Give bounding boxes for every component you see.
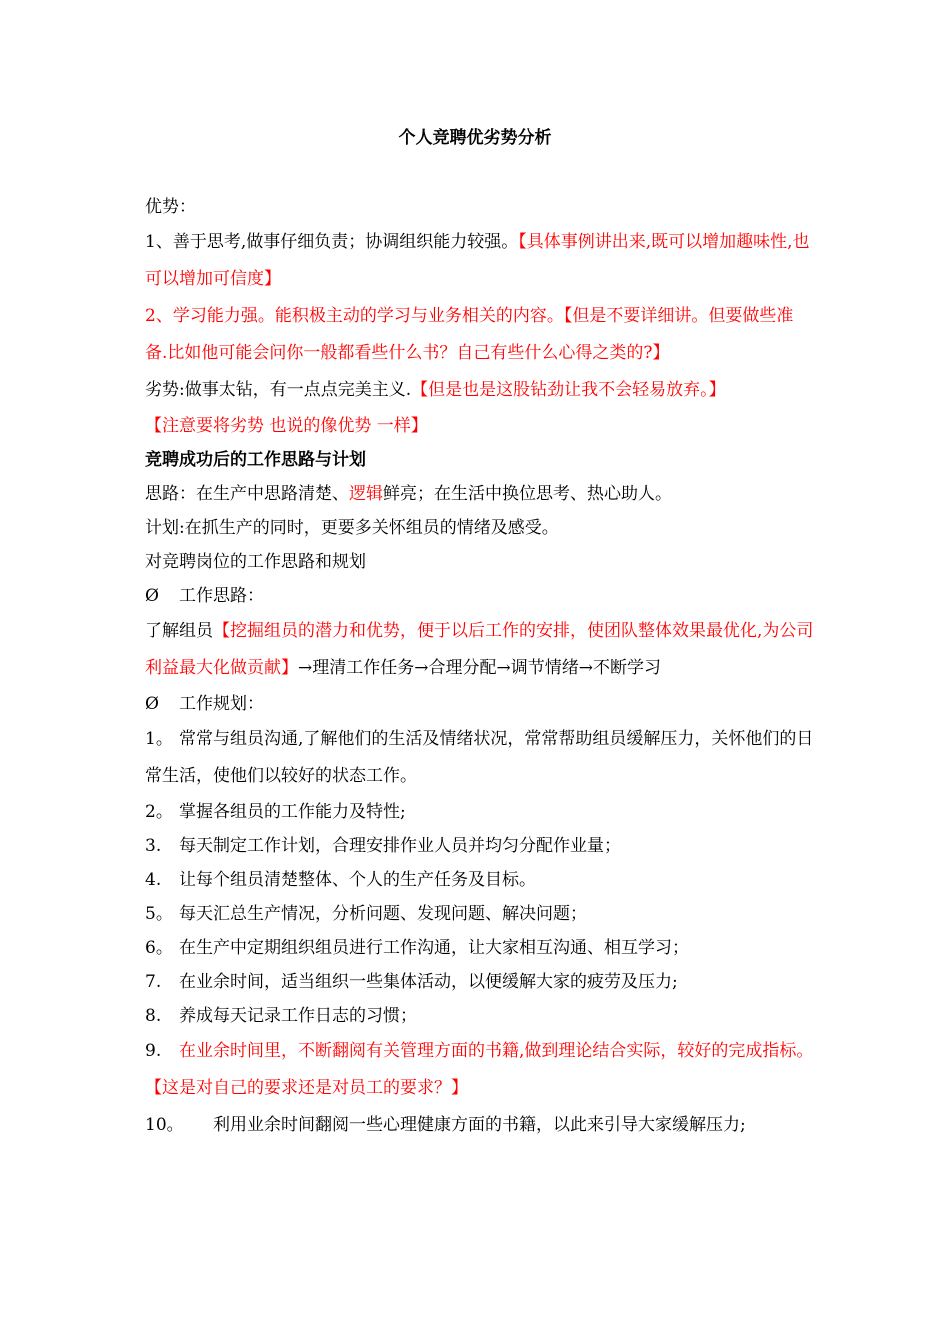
work-plan-line (145, 687, 815, 721)
idea-line-a: 思路：在生产中思路清楚、 (145, 484, 349, 504)
list-item-number: 1。 (145, 729, 173, 749)
understand-members (145, 613, 815, 687)
list-item-number: 10。 (145, 1115, 184, 1135)
list-item-text: 让每个组员清楚整体、个人的生产任务及目标。 (179, 870, 536, 890)
list-item (145, 863, 815, 897)
document-title: 个人竞聘优劣势分析 (398, 128, 552, 148)
document-body (145, 190, 815, 1144)
list-item-text: 每天汇总生产情况，分析问题、发现问题、解决问题； (179, 904, 587, 924)
understand-members-b: →理清工作任务→合理分配→调节情绪→不断学习 (298, 658, 661, 678)
understand-members-a: 了解组员 (145, 621, 213, 641)
bullet-symbol: Ø (145, 694, 159, 714)
idea-line (145, 477, 815, 511)
advantages-heading: 优势： (145, 197, 196, 217)
list-item-text: 利用业余时间翻阅一些心理健康方面的书籍，以此来引导大家缓解压力; (213, 1115, 746, 1135)
list-item-number: 2。 (145, 802, 173, 822)
advantage-2: 2、学习能力强。能积极主动的学习与业务相关的内容。【但是不要详细讲。但要做些准备.比如他可能会问你一般都看些什么书？自己有些什么心得之类的?】 (145, 306, 794, 363)
work-plan-label: 工作规划： (179, 694, 264, 714)
list-item-number: 6。 (145, 938, 173, 958)
disadvantage-text: 劣势:做事太钻，有一点点完美主义. (145, 380, 412, 400)
idea-line-highlight: 逻辑 (349, 484, 383, 504)
bullet-symbol: Ø (145, 586, 159, 606)
advantage-1-comment: 【具体事例讲出来,既可以增加趣味性,也可以增加可信度】 (145, 232, 810, 289)
list-item (145, 999, 815, 1033)
list-item-number: 3. (145, 836, 162, 856)
understand-members-comment: 【挖掘组员的潜力和优势，便于以后工作的安排，使团队整体效果最优化,为公司利益最大化做贡献】 (145, 621, 814, 678)
disadvantage (145, 372, 815, 409)
list-item-number: 8. (145, 1006, 162, 1026)
plan-line: 计划:在抓生产的同时，更要多关怀组员的情绪及感受。 (145, 518, 559, 538)
list-item (145, 965, 815, 999)
list-item-number: 5。 (145, 904, 173, 924)
work-idea-line (145, 579, 815, 613)
work-idea-label: 工作思路： (179, 586, 264, 606)
list-item-text: 养成每天记录工作日志的习惯； (179, 1006, 417, 1026)
list-item (145, 721, 815, 795)
plan-heading: 竞聘成功后的工作思路与计划 (145, 450, 366, 470)
list-item-number: 9. (145, 1041, 162, 1061)
idea-line-b: 鲜亮；在生活中换位思考、热心助人。 (383, 484, 672, 504)
advantage-1-text: 1、善于思考,做事仔细负责；协调组织能力较强。 (145, 232, 519, 252)
disadvantage-note: 【注意要将劣势 也说的像优势 一样】 (145, 416, 428, 436)
list-item-text: 在生产中定期组织组员进行工作沟通，让大家相互沟通、相互学习； (179, 938, 689, 958)
list-item-text: 常常与组员沟通,了解他们的生活及情绪状况，常常帮助组员缓解压力，关怀他们的日常生活，使他们以较好的状态工作。 (145, 729, 814, 786)
list-item-text: 掌握各组员的工作能力及特性; (179, 802, 406, 822)
advantage-1 (145, 224, 815, 298)
list-item (145, 1033, 815, 1107)
list-item-number: 4. (145, 870, 162, 890)
list-item (145, 897, 815, 931)
list-item-number: 7. (145, 972, 162, 992)
list-item (145, 795, 815, 829)
list-item-text: 在业余时间，适当组织一些集体活动，以便缓解大家的疲劳及压力; (179, 972, 678, 992)
list-item (145, 931, 815, 965)
list-item-text: 每天制定工作计划，合理安排作业人员并均匀分配作业量； (179, 836, 621, 856)
job-heading: 对竞聘岗位的工作思路和规划 (145, 552, 366, 572)
disadvantage-comment: 【但是也是这股钻劲让我不会轻易放弃。】 (411, 380, 726, 400)
list-item-text: 在业余时间里，不断翻阅有关管理方面的书籍,做到理论结合实际，较好的完成指标。【这是对自己的要求还是对员工的要求？】 (145, 1041, 814, 1098)
list-item (145, 1107, 815, 1144)
list-item (145, 829, 815, 863)
